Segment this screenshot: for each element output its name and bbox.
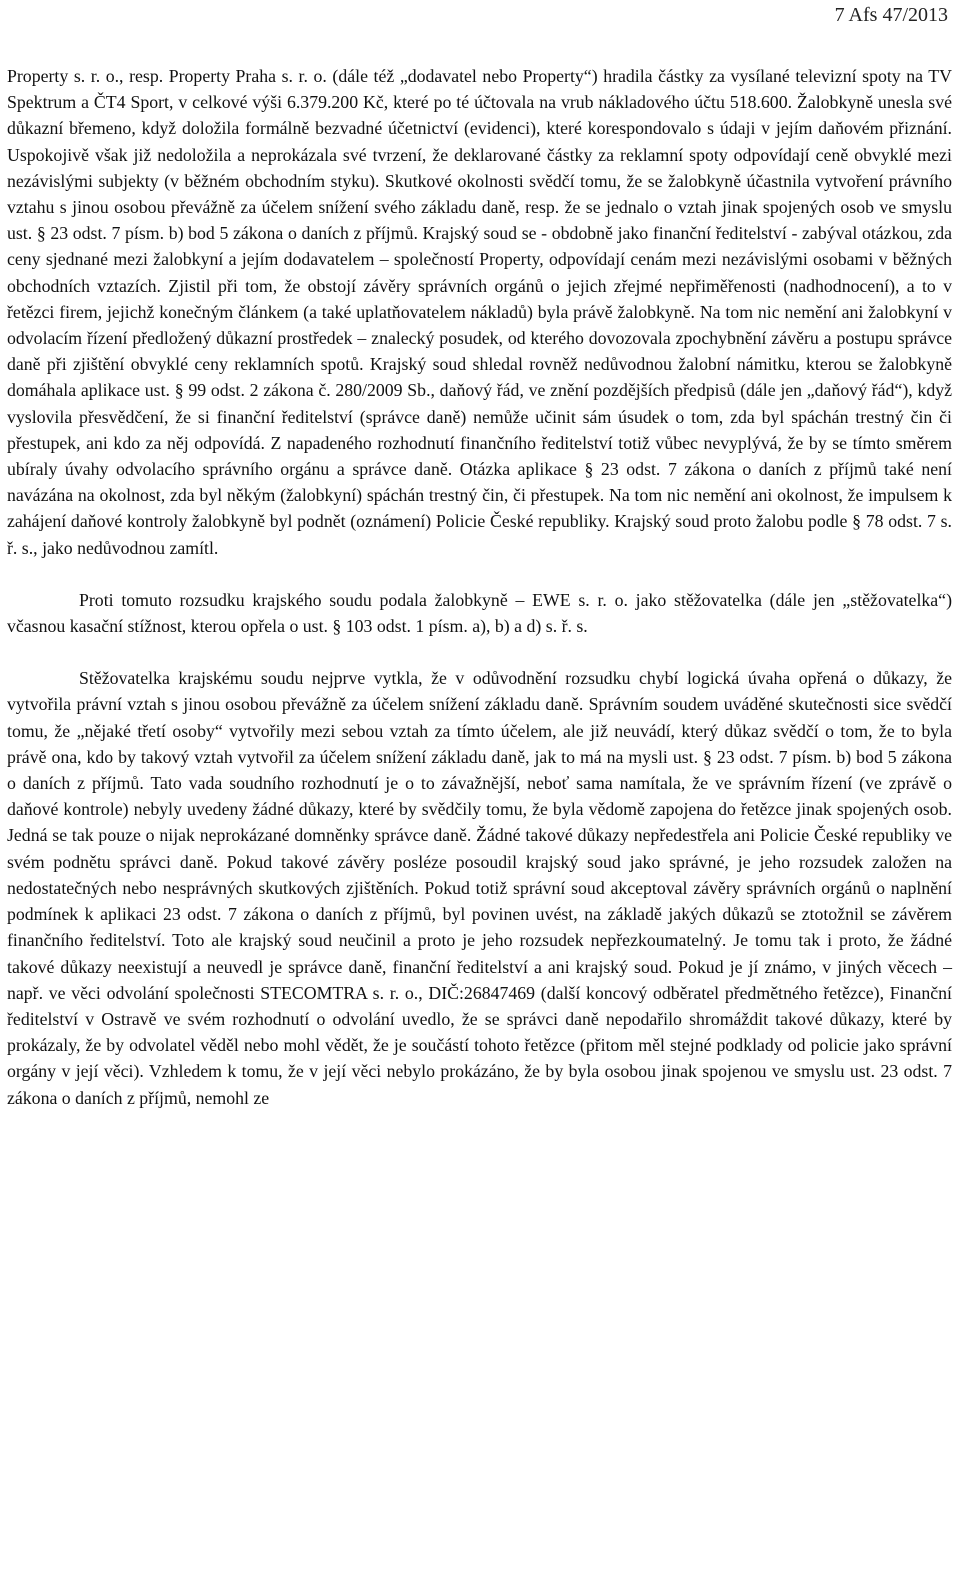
document-body (7, 63, 952, 1111)
paragraph-2: Proti tomuto rozsudku krajského soudu podala žalobkyně – EWE s. r. o. jako stěžovatelka (dále jen „stěžovatelka“) včasnou kasační stížnost, kterou opřela o ust. § 103 odst. 1 písm. a), b) a d) s. ř. s. (7, 589, 952, 637)
paragraph-3: Stěžovatelka krajskému soudu nejprve vytkla, že v odůvodnění rozsudku chybí logická úvaha opřená o důkazy, že vytvořila právní vztah s jinou osobou převážně za účelem snížení základu daně. Správním soudem uváděné skutečnosti sice svědčí tomu, že „nějaké třetí osoby“ vytvořily mezi sebou vztah za tímto účelem, ale již neuvádí, který důkaz svědčí o tom, že to byla právě ona, kdo by takový vztah vytvořil za účelem snížení základu daně, jak to má na mysli ust. § 23 odst. 7 písm. b) bod 5 zákona o daních z příjmů. Tato vada soudního rozhodnutí je o to závažnější, neboť sama namítala, že ve správním řízení (ve zprávě o daňové kontrole) nebyly uvedeny žádné důkazy, které by svědčily tomu, že byla vědomě zapojena do řetězce jinak spojených osob. Jedná se tak pouze o nijak neprokázané domněnky správce daně. Žádné takové důkazy nepředestřela ani Policie České republiky ve svém podnětu správci daně. Pokud takové závěry posléze posoudil krajský soud jako správné, je jeho rozsudek založen na nedostatečných nebo nesprávných skutkových zjištěních. Pokud totiž správní soud akceptoval závěry správních orgánů o naplnění podmínek k aplikaci 23 odst. 7 zákona o daních z příjmů, byl povinen uvést, na základě jakých důkazů se ztotožnil se závěrem finančního ředitelství. Toto ale krajský soud neučinil a proto je jeho rozsudek nepřezkoumatelný. Je tomu tak i proto, že žádné takové důkazy neexistují a neuvedl je správce daně, finanční ředitelství a ani krajský soud. Pokud je jí známo, v jiných věcech – např. ve věci odvolání společnosti STECOMTRA s. r. o., DIČ:26847469 (další koncový odběratel předmětného řetězce), Finanční ředitelství v Ostravě ve svém rozhodnutí o odvolání uvedlo, že se správci daně nepodařilo shromáždit takové důkazy, které by prokázaly, že by odvolatel věděl nebo mohl vědět, že je součástí tohoto řetězce (přitom měl stejné podklady od policie jako správní orgány v její věci). Vzhledem k tomu, že v její věci nebylo prokázáno, že by byla osobou jinak spojenou ve smyslu ust. 23 odst. 7 zákona o daních z příjmů, nemohl ze (7, 668, 952, 1108)
case-number-header: 7 Afs 47/2013 (834, 4, 948, 26)
paragraph-1: Property s. r. o., resp. Property Praha s. r. o. (dále též „dodavatel nebo Property“) hradila částky za vysílané televizní spoty na TV Spektrum a ČT4 Sport, v celkové výši 6.379.200 Kč, které po té účtovala na vrub nákladového účtu 518.600. Žalobkyně unesla své důkazní břemeno, když doložila formálně bezvadné účetnictví (evidenci), které korespondovalo s údaji v jejím daňovém přiznání. Uspokojivě však již nedoložila a neprokázala své tvrzení, že deklarované částky za reklamní spoty odpovídají ceně obvyklé mezi nezávislými subjekty (v běžném obchodním styku). Skutkové okolnosti svědčí tomu, že se žalobkyně účastnila vytvoření právního vztahu s jinou osobou převážně za účelem snížení svého základu daně, resp. že se jednalo o vztah jinak spojených osob ve smyslu ust. § 23 odst. 7 písm. b) bod 5 zákona o daních z příjmů. Krajský soud se - obdobně jako finanční ředitelství - zabýval otázkou, zda ceny sjednané mezi žalobkyní a jejím dodavatelem – společností Property, odpovídají cenám mezi nezávislými osobami v běžných obchodních vztazích. Zjistil při tom, že obstojí závěry správních orgánů o jejich zřejmé nepřiměřenosti (nadhodnocení), a to v řetězci firem, jejichž konečným článkem (a také uplatňovatelem nákladů) byla právě žalobkyně. Na tom nic nemění ani žalobkyní v odvolacím řízení předložený důkazní prostředek – znalecký posudek, od kterého dovozovala zpochybnění závěru a postupu správce daně při zjištění obvyklé ceny reklamních spotů. Krajský soud shledal rovněž nedůvodnou žalobní námitku, kterou se žalobkyně domáhala aplikace ust. § 99 odst. 2 zákona č. 280/2009 Sb., daňový řád, ve znění pozdějších předpisů (dále jen „daňový řád“), když vyslovila přesvědčení, že si finanční ředitelství (správce daně) nemůže učinit sám úsudek o tom, zda byl spáchán trestný čin či přestupek, ani kdo za něj odpovídá. Z napadeného rozhodnutí finančního ředitelství totiž vůbec nevyplývá, že by se tímto směrem ubíraly úvahy odvolacího správního orgánu a správce daně. Otázka aplikace § 23 odst. 7 zákona o daních z příjmů také není navázána na okolnost, zda byl někým (žalobkyní) spáchán trestný čin, či přestupek. Na tom nic nemění ani okolnost, že impulsem k zahájení daňové kontroly žalobkyně byl podnět (oznámení) Policie České republiky. Krajský soud proto žalobu podle § 78 odst. 7 s. ř. s., jako nedůvodnou zamítl. (7, 66, 952, 558)
